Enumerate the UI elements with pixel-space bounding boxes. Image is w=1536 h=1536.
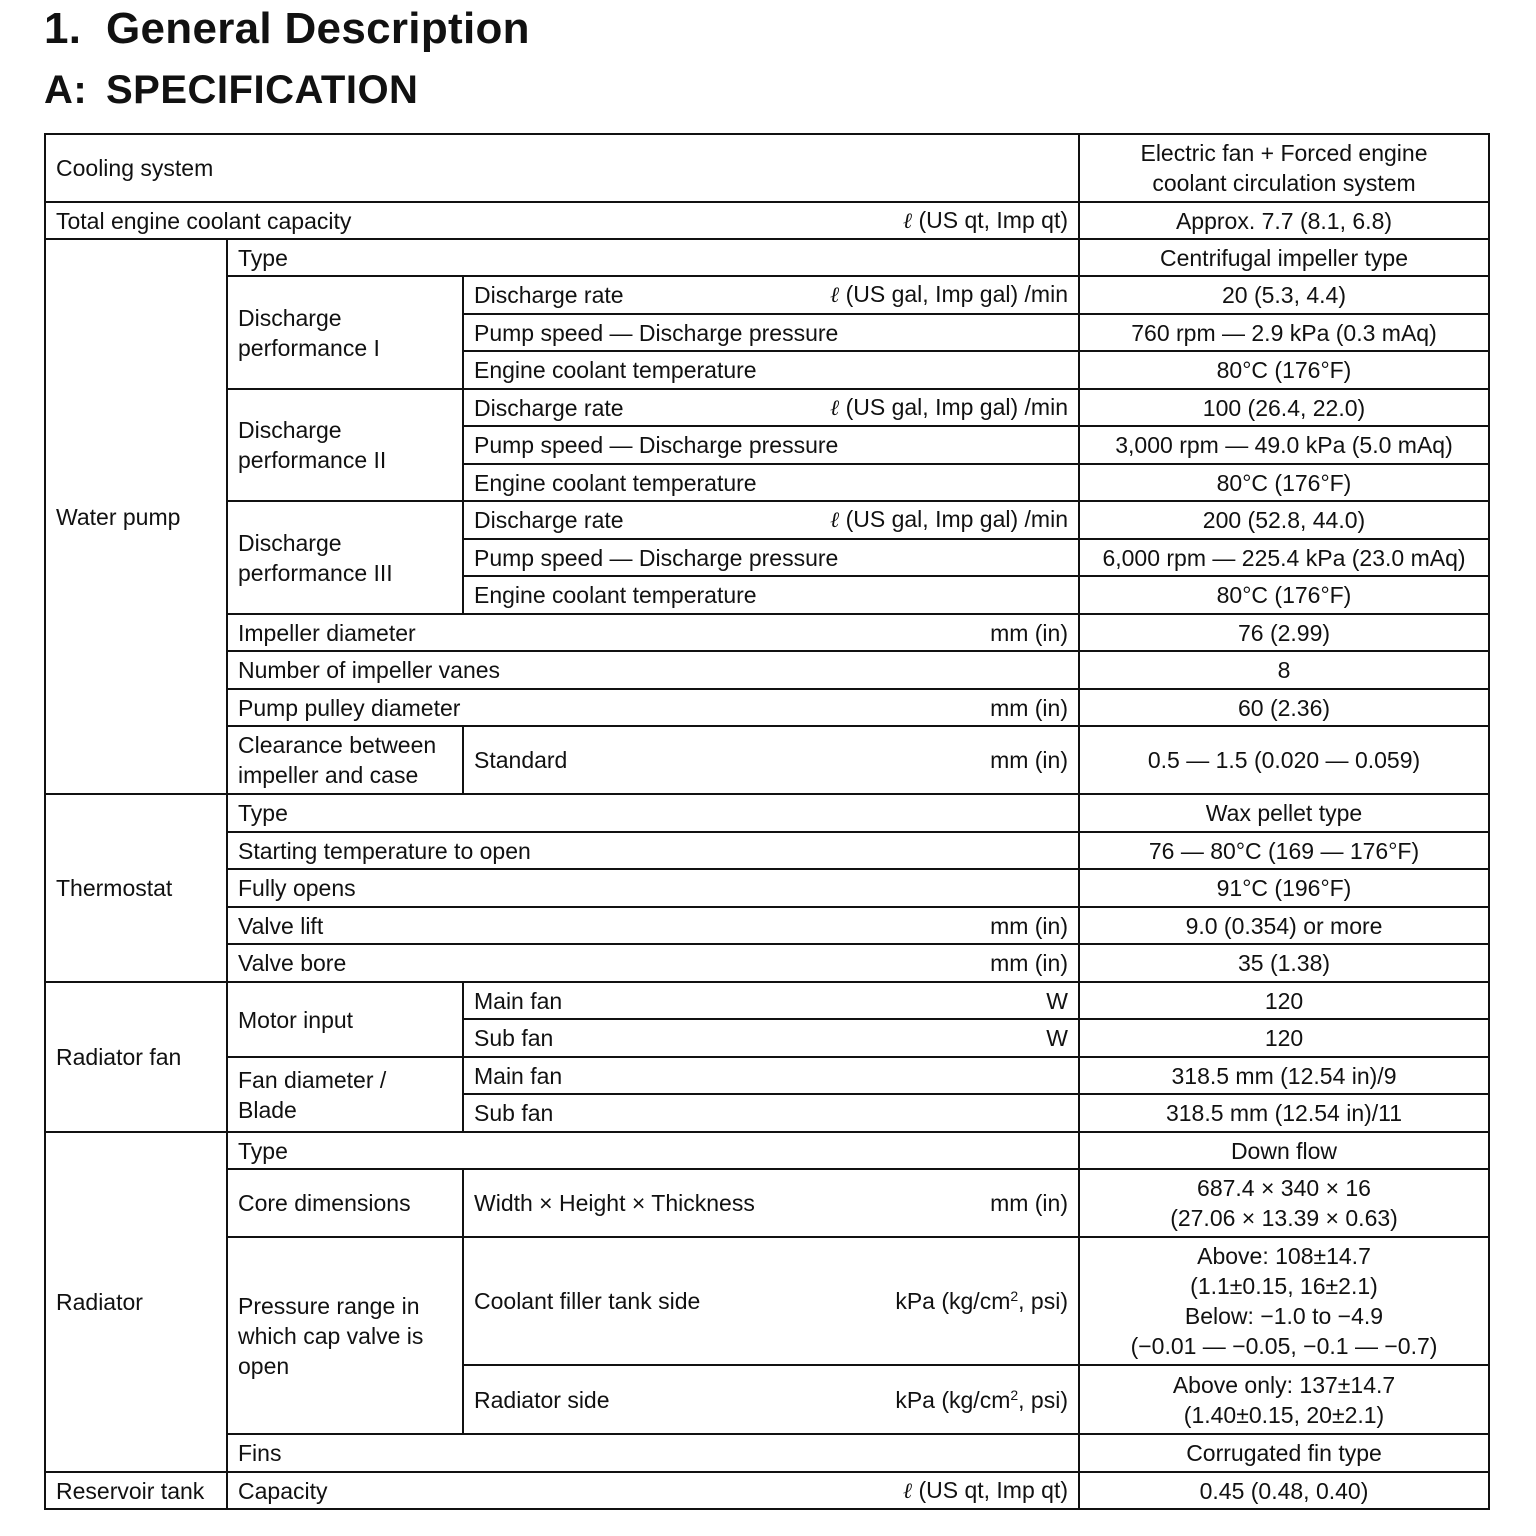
fins-value: Corrugated fin type bbox=[1079, 1434, 1489, 1472]
filler-tank-side-value: Above: 108±14.7 (1.1±0.15, 16±2.1) Below: −1.0 to −4.9 (−0.01 — −0.05, −0.1 — −0.7) bbox=[1079, 1237, 1489, 1365]
discharge-performance-3-label: Discharge performance III bbox=[227, 501, 463, 614]
table-row bbox=[45, 982, 1489, 1019]
thermostat-type-value: Wax pellet type bbox=[1079, 794, 1489, 832]
reservoir-tank-label: Reservoir tank bbox=[45, 1472, 227, 1509]
section-number: 1. bbox=[44, 4, 82, 53]
page-title bbox=[44, 4, 530, 54]
coolant-temperature-label: Engine coolant temperature bbox=[463, 464, 1079, 501]
table-row bbox=[45, 794, 1489, 832]
subsection-label: SPECIFICATION bbox=[106, 68, 419, 112]
pressure-range-label: Pressure range in which cap valve is open bbox=[227, 1237, 463, 1434]
section-title: General Description bbox=[106, 4, 530, 53]
motor-input-label: Motor input bbox=[227, 982, 463, 1057]
impeller-diameter-value: 76 (2.99) bbox=[1079, 614, 1489, 651]
pump-speed-label: Pump speed — Discharge pressure bbox=[463, 314, 1079, 351]
table-row bbox=[45, 276, 1489, 314]
table-row bbox=[45, 1237, 1489, 1365]
main-fan-input-value: 120 bbox=[1079, 982, 1489, 1019]
table-row bbox=[45, 869, 1489, 907]
table-row bbox=[45, 1434, 1489, 1472]
water-pump-type-value: Centrifugal impeller type bbox=[1079, 239, 1489, 276]
clearance-label: Clearance between impeller and case bbox=[227, 726, 463, 794]
coolant-capacity-value: Approx. 7.7 (8.1, 6.8) bbox=[1079, 202, 1489, 239]
clearance-standard-label: Standard mm (in) bbox=[463, 726, 1079, 794]
pulley-diameter-value: 60 (2.36) bbox=[1079, 689, 1489, 726]
impeller-diameter-label: Impeller diameter mm (in) bbox=[227, 614, 1079, 651]
discharge-rate-value: 20 (5.3, 4.4) bbox=[1079, 276, 1489, 314]
coolant-temperature-value: 80°C (176°F) bbox=[1079, 351, 1489, 389]
starting-temperature-value: 76 — 80°C (169 — 176°F) bbox=[1079, 832, 1489, 869]
sub-fan-input-value: 120 bbox=[1079, 1019, 1489, 1057]
fan-diameter-label: Fan diameter / Blade bbox=[227, 1057, 463, 1132]
core-dimensions-label: Core dimensions bbox=[227, 1169, 463, 1237]
table-row bbox=[45, 832, 1489, 869]
discharge-performance-2-label: Discharge performance II bbox=[227, 389, 463, 501]
sub-fan-diameter-value: 318.5 mm (12.54 in)/11 bbox=[1079, 1094, 1489, 1132]
discharge-rate-label: Discharge rate ℓ (US gal, Imp gal) /min bbox=[463, 501, 1079, 539]
fins-label: Fins bbox=[227, 1434, 1079, 1472]
fully-opens-value: 91°C (196°F) bbox=[1079, 869, 1489, 907]
subsection-title bbox=[44, 68, 418, 113]
thermostat-type-label: Type bbox=[227, 794, 1079, 832]
specification-table bbox=[44, 133, 1490, 1510]
table-row bbox=[45, 1169, 1489, 1237]
pulley-diameter-label: Pump pulley diameter mm (in) bbox=[227, 689, 1079, 726]
main-fan-label: Main fan W bbox=[463, 982, 1079, 1019]
valve-lift-value: 9.0 (0.354) or more bbox=[1079, 907, 1489, 944]
radiator-side-value: Above only: 137±14.7 (1.40±0.15, 20±2.1) bbox=[1079, 1365, 1489, 1434]
discharge-rate-value: 100 (26.4, 22.0) bbox=[1079, 389, 1489, 426]
cooling-system-label: Cooling system bbox=[45, 134, 1079, 202]
table-row bbox=[45, 239, 1489, 276]
radiator-type-value: Down flow bbox=[1079, 1132, 1489, 1169]
pump-speed-value: 6,000 rpm — 225.4 kPa (23.0 mAq) bbox=[1079, 539, 1489, 576]
pump-speed-label: Pump speed — Discharge pressure bbox=[463, 426, 1079, 464]
table-row bbox=[45, 614, 1489, 651]
core-dimensions-sub-label: Width × Height × Thickness mm (in) bbox=[463, 1169, 1079, 1237]
coolant-temperature-value: 80°C (176°F) bbox=[1079, 576, 1489, 614]
subsection-letter: A: bbox=[44, 68, 88, 112]
coolant-temperature-value: 80°C (176°F) bbox=[1079, 464, 1489, 501]
coolant-temperature-label: Engine coolant temperature bbox=[463, 351, 1079, 389]
radiator-type-label: Type bbox=[227, 1132, 1079, 1169]
table-row bbox=[45, 1057, 1489, 1094]
main-fan-diameter-value: 318.5 mm (12.54 in)/9 bbox=[1079, 1057, 1489, 1094]
reservoir-capacity-value: 0.45 (0.48, 0.40) bbox=[1079, 1472, 1489, 1509]
table-row bbox=[45, 501, 1489, 539]
thermostat-label: Thermostat bbox=[45, 794, 227, 982]
discharge-rate-value: 200 (52.8, 44.0) bbox=[1079, 501, 1489, 539]
discharge-rate-label: Discharge rate ℓ (US gal, Imp gal) /min bbox=[463, 389, 1079, 426]
table-row bbox=[45, 134, 1489, 202]
reservoir-capacity-label: Capacity ℓ (US qt, Imp qt) bbox=[227, 1472, 1079, 1509]
radiator-side-label: Radiator side kPa ($kg/cm^2$, psi) bbox=[463, 1365, 1079, 1434]
pump-speed-value: 3,000 rpm — 49.0 kPa (5.0 mAq) bbox=[1079, 426, 1489, 464]
table-row bbox=[45, 689, 1489, 726]
water-pump-label: Water pump bbox=[45, 239, 227, 794]
impeller-vanes-value: 8 bbox=[1079, 651, 1489, 689]
table-row bbox=[45, 651, 1489, 689]
valve-lift-label: Valve lift mm (in) bbox=[227, 907, 1079, 944]
starting-temperature-label: Starting temperature to open bbox=[227, 832, 1079, 869]
discharge-performance-1-label: Discharge performance I bbox=[227, 276, 463, 389]
clearance-value: 0.5 — 1.5 (0.020 — 0.059) bbox=[1079, 726, 1489, 794]
table-row bbox=[45, 726, 1489, 794]
sub-fan-label: Sub fan W bbox=[463, 1019, 1079, 1057]
radiator-label: Radiator bbox=[45, 1132, 227, 1472]
coolant-temperature-label: Engine coolant temperature bbox=[463, 576, 1079, 614]
cooling-system-value: Electric fan + Forced engine coolant circulation system bbox=[1079, 134, 1489, 202]
filler-tank-side-label: Coolant filler tank side kPa ($kg/cm^2$, psi) bbox=[463, 1237, 1079, 1365]
coolant-capacity-label: Total engine coolant capacity ℓ (US qt, Imp qt) bbox=[45, 202, 1079, 239]
core-dimensions-value: 687.4 × 340 × 16 (27.06 × 13.39 × 0.63) bbox=[1079, 1169, 1489, 1237]
table-row bbox=[45, 1132, 1489, 1169]
valve-bore-label: Valve bore mm (in) bbox=[227, 944, 1079, 982]
pump-speed-label: Pump speed — Discharge pressure bbox=[463, 539, 1079, 576]
table-row bbox=[45, 907, 1489, 944]
table-row bbox=[45, 944, 1489, 982]
valve-bore-value: 35 (1.38) bbox=[1079, 944, 1489, 982]
table-row bbox=[45, 389, 1489, 426]
pump-speed-value: 760 rpm — 2.9 kPa (0.3 mAq) bbox=[1079, 314, 1489, 351]
main-fan-diameter-label: Main fan bbox=[463, 1057, 1079, 1094]
table-row bbox=[45, 202, 1489, 239]
discharge-rate-label: Discharge rate ℓ (US gal, Imp gal) /min bbox=[463, 276, 1079, 314]
sub-fan-diameter-label: Sub fan bbox=[463, 1094, 1079, 1132]
impeller-vanes-label: Number of impeller vanes bbox=[227, 651, 1079, 689]
water-pump-type-label: Type bbox=[227, 239, 1079, 276]
radiator-fan-label: Radiator fan bbox=[45, 982, 227, 1132]
table-row bbox=[45, 1472, 1489, 1509]
fully-opens-label: Fully opens bbox=[227, 869, 1079, 907]
